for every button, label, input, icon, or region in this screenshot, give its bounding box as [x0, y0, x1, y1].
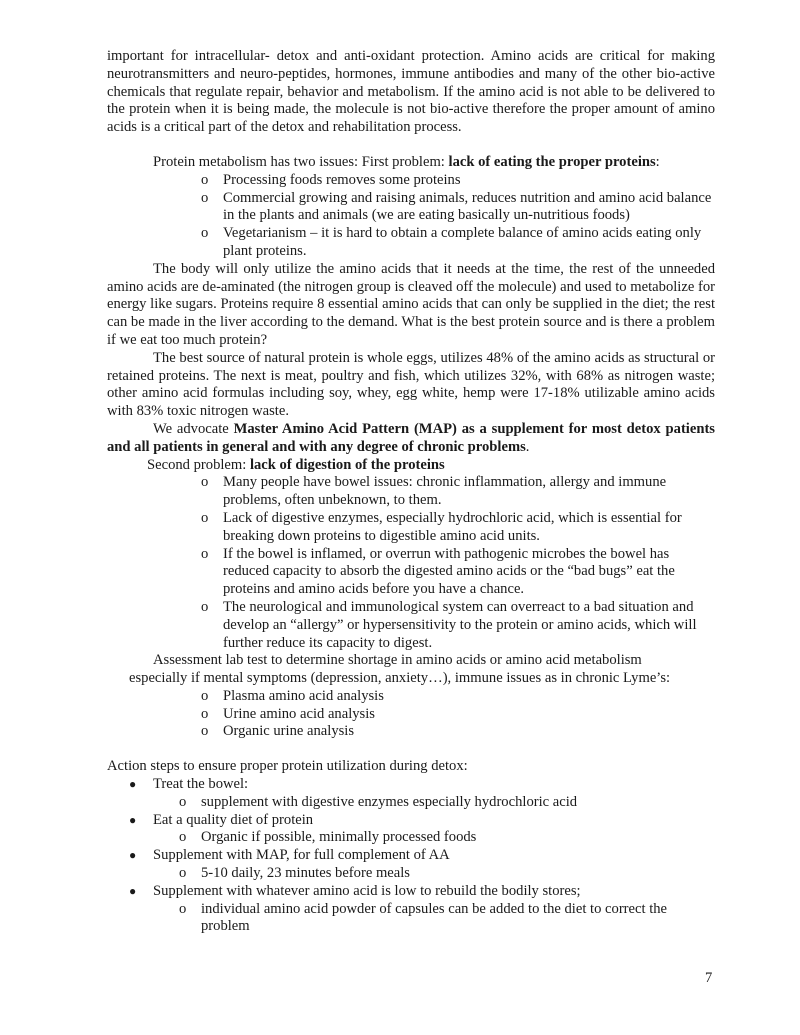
circle-marker-icon: o: [201, 545, 209, 562]
bullet-icon: ●: [129, 777, 137, 792]
bullet-icon: ●: [129, 883, 137, 898]
circle-marker-icon: o: [201, 687, 209, 704]
circle-marker-icon: o: [201, 171, 209, 188]
assessment-list: [201, 687, 715, 741]
page-number: 7: [705, 970, 713, 986]
circle-marker-icon: o: [201, 598, 209, 615]
circle-marker-icon: o: [201, 225, 209, 242]
circle-marker-icon: o: [201, 705, 209, 722]
action-step: ● Eat a quality diet of protein o Organic if possible, minimally processed foods: [153, 812, 715, 848]
list-item: o supplement with digestive enzymes especially hydrochloric acid: [179, 793, 578, 810]
advocate-paragraph: We advocate Master Amino Acid Pattern (MAP) as a supplement for most detox patients and all patients in general and with any degree of chronic problems.: [107, 420, 715, 455]
second-problem-list: [201, 474, 715, 652]
first-problem-list: [201, 171, 715, 261]
action-step: ● Supplement with MAP, for full complement of AA o 5-10 daily, 23 minutes before meals: [153, 847, 715, 883]
spacer: [107, 741, 715, 758]
circle-marker-icon: o: [179, 865, 187, 882]
list-item: o 5-10 daily, 23 minutes before meals: [179, 865, 410, 882]
assessment-line-1: Assessment lab test to determine shortage in amino acids or amino acid metabolism: [153, 652, 642, 669]
spacer: [107, 137, 715, 154]
circle-marker-icon: o: [201, 189, 209, 206]
second-problem-heading: Second problem: lack of digestion of the proteins: [147, 456, 445, 473]
list-item: o Many people have bowel issues: chronic inflammation, allergy and immune problems, often unbeknown, to them.: [201, 474, 667, 509]
list-item: o Urine amino acid analysis: [201, 705, 375, 722]
circle-marker-icon: o: [201, 723, 209, 740]
circle-marker-icon: o: [179, 900, 187, 917]
list-item: o The neurological and immunological system can overreact to a bad situation and develop an “allergy” or hypersensitivity to the protein or amino acids, which will further reduce its capacity to digest.: [201, 598, 697, 651]
circle-marker-icon: o: [201, 509, 209, 526]
list-item: o Plasma amino acid analysis: [201, 687, 384, 704]
action-substep-list: [179, 793, 715, 812]
document-page: [107, 48, 715, 936]
action-steps-list: [129, 776, 715, 936]
action-step: ● Supplement with whatever amino acid is low to rebuild the bodily stores; o individual amino acid powder of capsules can be added to the diet to correct the problem: [153, 883, 715, 936]
list-item: o Vegetarianism – it is hard to obtain a complete balance of amino acids eating only plant proteins.: [201, 225, 702, 259]
circle-marker-icon: o: [179, 829, 187, 846]
list-item: o Commercial growing and raising animals, reduces nutrition and amino acid balance in the plants and animals (we are eating basically un-nutritious foods): [201, 189, 712, 224]
action-substep-list: [179, 900, 715, 937]
circle-marker-icon: o: [201, 474, 209, 491]
assessment-line-2: especially if mental symptoms (depression, anxiety…), immune issues as in chronic Lyme’s:: [129, 670, 671, 687]
intro-paragraph: important for intracellular- detox and anti-oxidant protection. Amino acids are critical for making neurotransmitters and neuro-peptides, hormones, immune antibodies and many of the other bio-active chemicals that regulate repair, behavior and metabolism. If the amino acid is not able to be delivered to the protein when it is being made, the molecule is not bio-active therefore the proper amount of amino acids is a critical part of the detox and rehabilitation process.: [107, 48, 715, 136]
list-item: o Organic if possible, minimally processed foods: [179, 829, 477, 846]
best-source-paragraph: The best source of natural protein is whole eggs, utilizes 48% of the amino acids as structural or retained proteins. The next is meat, poultry and fish, which utilizes 32%, with 68% as nitrogen waste; other amino acid formulas including soy, whey, egg white, hemp were 17-18% utilizable amino acids with 83% toxic nitrogen waste.: [107, 349, 715, 420]
body-paragraph: The body will only utilize the amino acids that it needs at the time, the rest of the unneeded amino acids are de-aminated (the nitrogen group is cleaved off the molecule) and used to metabolize for energy like sugars. Proteins require 8 essential amino acids that can only be supplied in the diet; the rest can be made in the liver according to the demand. What is the best protein source and is there a problem if we eat too much protein?: [107, 260, 715, 348]
action-step: ● Treat the bowel: o supplement with digestive enzymes especially hydrochloric acid: [153, 776, 715, 812]
list-item: o Organic urine analysis: [201, 723, 355, 740]
list-item: o Lack of digestive enzymes, especially hydrochloric acid, which is essential for breaking down proteins to digestible amino acid units.: [201, 509, 682, 544]
list-item: o individual amino acid powder of capsules can be added to the diet to correct the problem: [179, 900, 668, 935]
bullet-icon: ●: [129, 812, 137, 827]
circle-marker-icon: o: [179, 793, 187, 810]
list-item: o If the bowel is inflamed, or overrun with pathogenic microbes the bowel has reduced capacity to absorb the digested amino acids or the “bad bugs” eat the proteins and amino acids before you have a chance.: [201, 545, 675, 598]
bullet-icon: ●: [129, 848, 137, 863]
action-steps-heading: Action steps to ensure proper protein utilization during detox:: [107, 758, 468, 775]
map-recommendation: Master Amino Acid Pattern (MAP) as a supplement for most detox patients and all patients in general and with any degree of chronic problems: [107, 420, 715, 455]
protein-metabolism-heading: Protein metabolism has two issues: First problem: lack of eating the proper proteins:: [153, 153, 660, 170]
first-problem-title: lack of eating the proper proteins: [448, 153, 656, 170]
list-item: o Processing foods removes some proteins: [201, 171, 461, 188]
action-substep-list: [179, 865, 715, 883]
action-substep-list: [179, 829, 715, 847]
second-problem-title: lack of digestion of the proteins: [249, 456, 445, 473]
